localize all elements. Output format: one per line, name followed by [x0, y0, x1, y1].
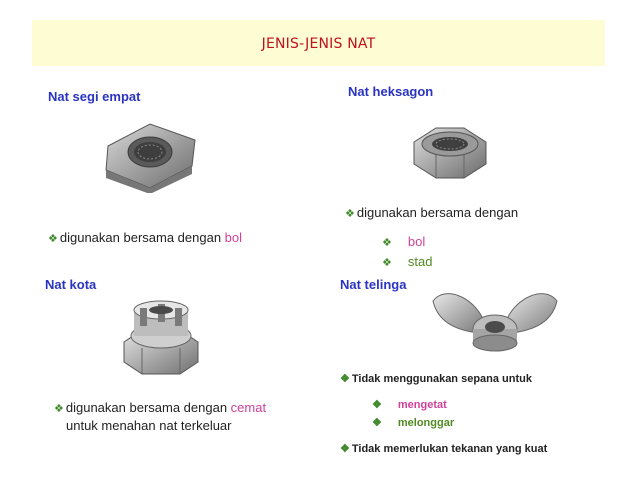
bullet-diamond-icon: ❖ [372, 417, 382, 429]
heksagon-item-bol: ❖ bol [382, 234, 426, 249]
heksagon-description: ❖ digunakan bersama dengan [345, 205, 519, 220]
segi-empat-description: ❖ digunakan bersama dengan bol [48, 230, 243, 245]
heading-nat-kota: Nat kota [45, 277, 97, 292]
heading-nat-heksagon: Nat heksagon [348, 84, 434, 99]
castle-nut-image [118, 300, 203, 378]
highlight-bol: bol [224, 230, 243, 245]
wing-nut-image [425, 283, 565, 358]
square-nut-image [100, 118, 200, 193]
highlight-cemat: cemat [230, 400, 267, 415]
bullet-diamond-icon: ❖ [340, 373, 350, 385]
page-title: JENIS-JENIS NAT [261, 36, 376, 52]
bullet-diamond-icon: ❖ [340, 443, 350, 455]
bullet-diamond-icon: ❖ [54, 403, 64, 415]
bullet-diamond-icon: ❖ [382, 237, 392, 249]
telinga-item-mengetat: ❖ mengetat [372, 399, 447, 411]
bullet-diamond-icon: ❖ [345, 208, 355, 220]
bullet-diamond-icon: ❖ [382, 257, 392, 269]
title-band [32, 20, 605, 66]
telinga-description-1: ❖ Tidak menggunakan sepana untuk [340, 373, 532, 385]
heksagon-item-stad: ❖ stad [382, 254, 433, 269]
telinga-description-2: ❖ Tidak memerlukan tekanan yang kuat [340, 443, 548, 455]
bullet-diamond-icon: ❖ [48, 233, 58, 245]
kota-description: ❖ digunakan bersama dengan cemat [54, 400, 267, 415]
telinga-item-melonggar: ❖ melonggar [372, 417, 455, 429]
kota-description-line2: untuk menahan nat terkeluar [66, 418, 232, 433]
heading-nat-segi-empat: Nat segi empat [48, 89, 141, 104]
heading-nat-telinga: Nat telinga [340, 277, 407, 292]
hex-nut-image [400, 122, 495, 182]
bullet-diamond-icon: ❖ [372, 399, 382, 411]
